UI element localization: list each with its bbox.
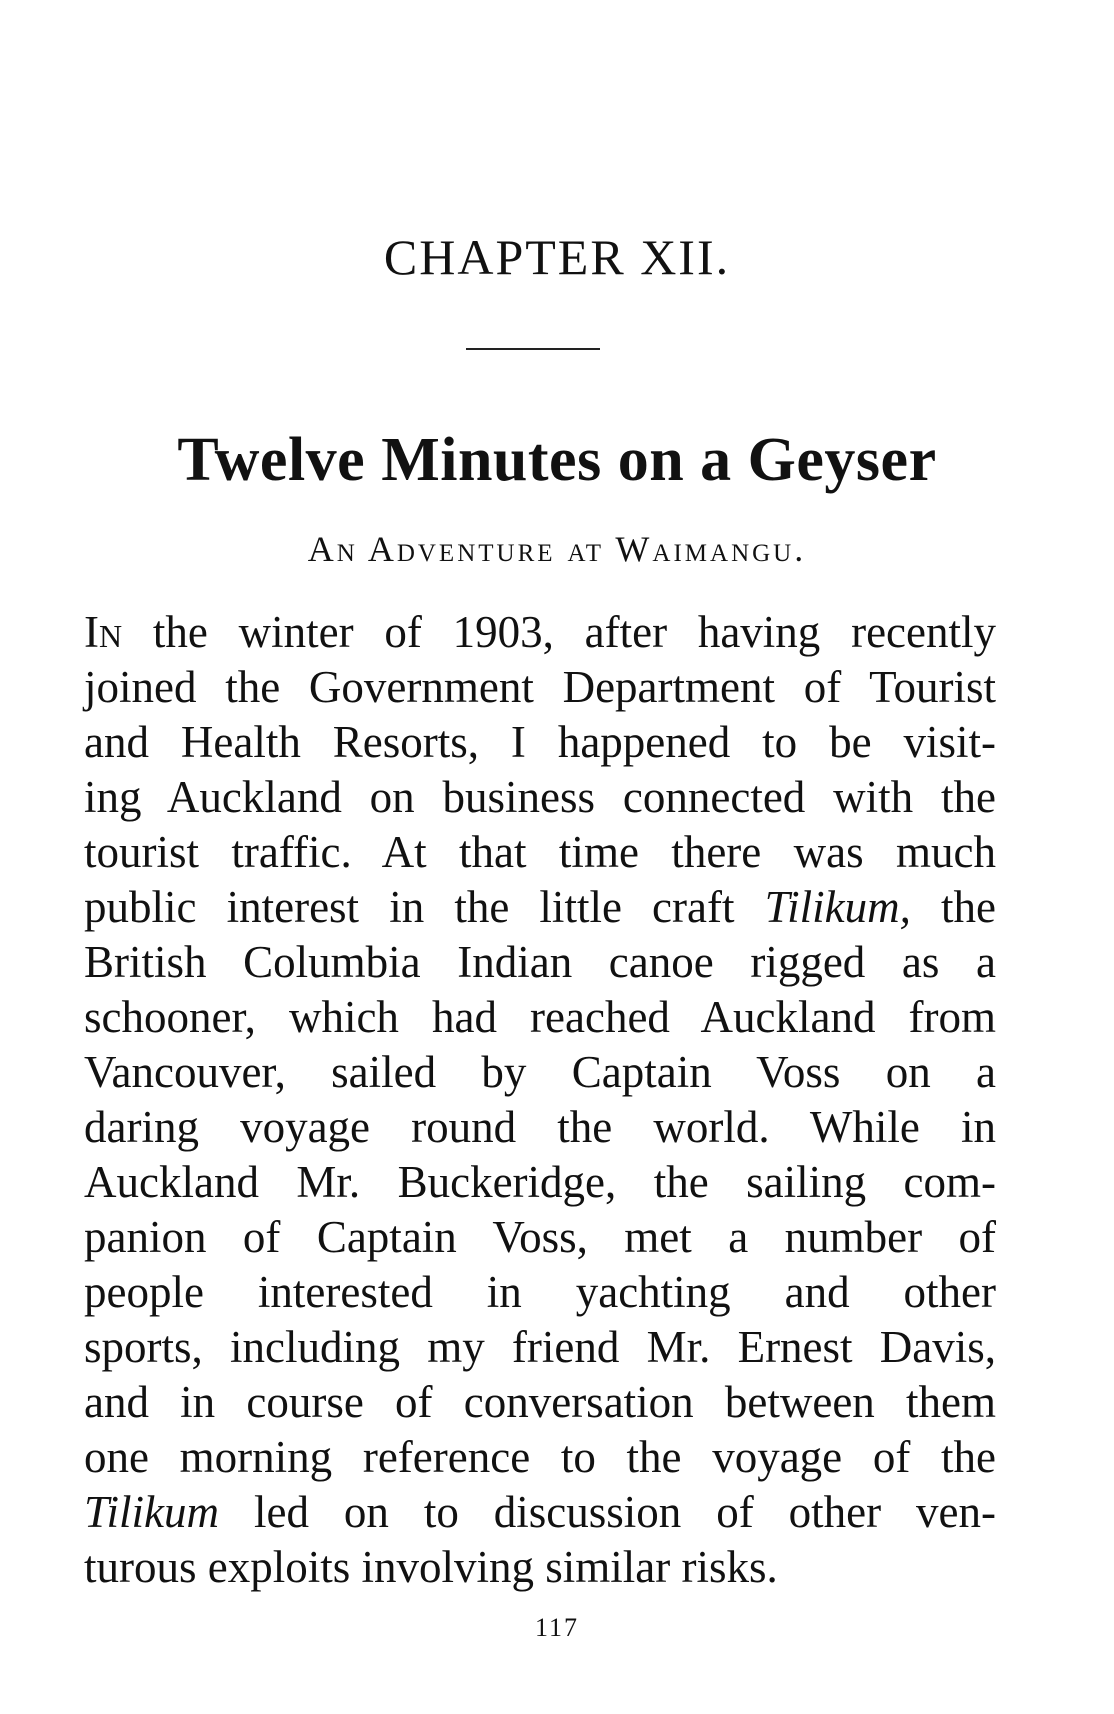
text-line: ing Auckland on business connected with the <box>84 772 996 822</box>
chapter-title: Twelve Minutes on a Geyser <box>177 426 937 494</box>
body-paragraph <box>84 605 996 1595</box>
text-line: Vancouver, sailed by Captain Voss on a <box>84 1047 996 1097</box>
line-text: the <box>910 882 996 932</box>
text-line: tourist traffic. At that time there was much <box>84 827 996 877</box>
text-line: British Columbia Indian canoe rigged as a <box>84 937 996 987</box>
text-line: joined the Government Department of Tourist <box>84 662 996 712</box>
italic-ship-name: Tilikum, <box>764 882 911 932</box>
chapter-subtitle: An Adventure at Waimangu. <box>307 529 807 569</box>
text-line: Auckland Mr. Buckeridge, the sailing com- <box>84 1157 996 1207</box>
text-line: turous exploits involving similar risks. <box>84 1542 778 1592</box>
line-text: public interest in the little craft <box>84 882 765 932</box>
text-line <box>84 605 996 660</box>
page-number: 117 <box>534 1613 580 1642</box>
text-line: sports, including my friend Mr. Ernest Davis, <box>84 1322 996 1372</box>
text-line: schooner, which had reached Auckland from <box>84 992 996 1042</box>
text-line: daring voyage round the world. While in <box>84 1102 996 1152</box>
decorative-rule <box>466 348 600 350</box>
line-text: the winter of 1903, after having recently <box>122 607 996 657</box>
opening-word: In <box>84 607 123 657</box>
text-line: one morning reference to the voyage of the <box>84 1432 996 1482</box>
italic-ship-name: Tilikum <box>84 1487 220 1537</box>
text-line: and Health Resorts, I happened to be visit- <box>84 717 996 767</box>
text-line <box>84 880 996 935</box>
line-text: led on to discussion of other ven- <box>219 1487 996 1537</box>
text-line: people interested in yachting and other <box>84 1267 996 1317</box>
text-line: panion of Captain Voss, met a number of <box>84 1212 996 1262</box>
text-line <box>84 1485 996 1540</box>
text-line: and in course of conversation between them <box>84 1377 996 1427</box>
chapter-heading: CHAPTER XII. <box>383 229 731 285</box>
